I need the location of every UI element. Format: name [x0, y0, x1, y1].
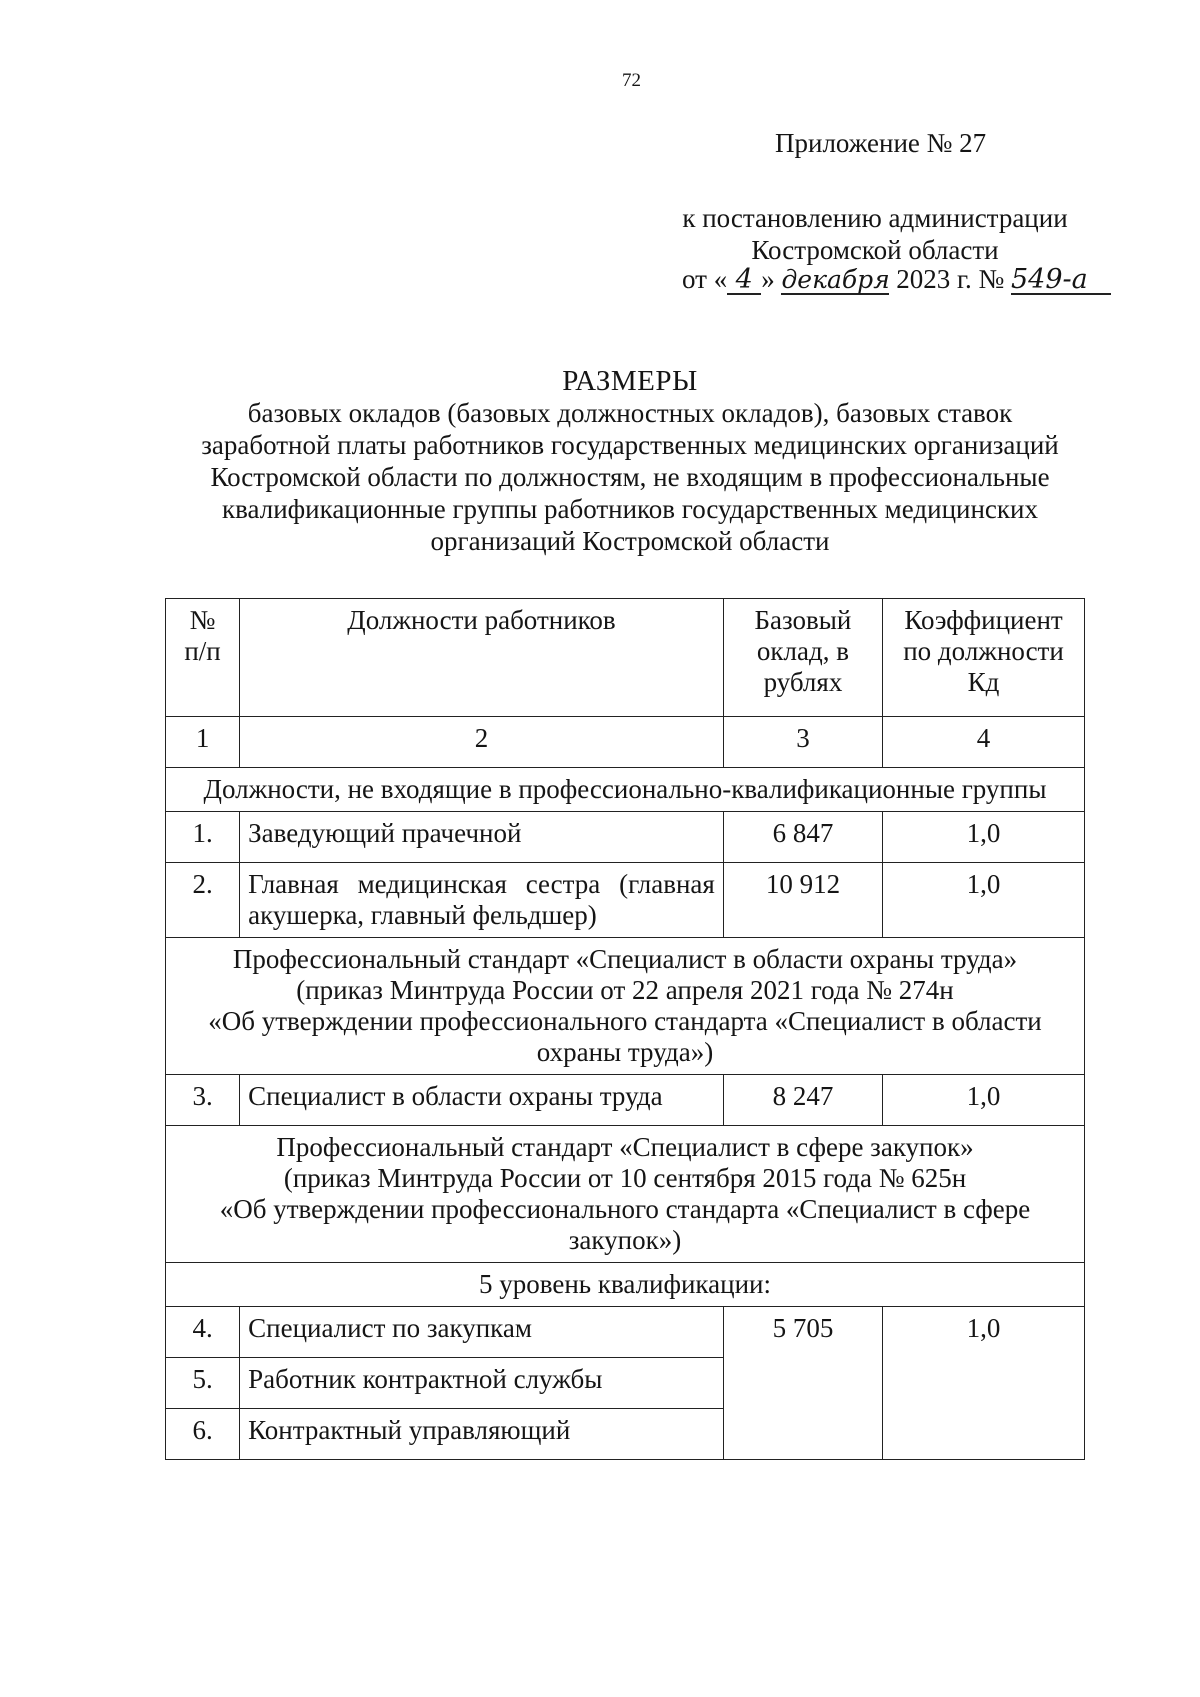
- decree-reference: [640, 202, 1110, 266]
- title-line-2: заработной платы работников государственных медицинских организаций: [201, 430, 1059, 460]
- decree-line-1: к постановлению администрации: [682, 203, 1068, 233]
- row-number: 2.: [166, 863, 240, 938]
- handwritten-month: декабря: [781, 265, 890, 294]
- table-row: [166, 863, 1085, 938]
- decree-date: [682, 264, 1111, 295]
- row-position: Главная медицинская сестра (главная акушерка, главный фельдшер): [240, 863, 724, 938]
- salary-table: [165, 598, 1085, 1460]
- section-line: «Об утверждении профессионального стандарта «Специалист в области: [208, 1006, 1042, 1036]
- subsection-row: [166, 1263, 1085, 1307]
- qualification-level: 5 уровень квалификации:: [166, 1263, 1085, 1307]
- row-number: 5.: [166, 1358, 240, 1409]
- column-number: 1: [166, 717, 240, 768]
- table-row: [166, 812, 1085, 863]
- table-row: [166, 1075, 1085, 1126]
- handwritten-day: 4: [727, 267, 761, 295]
- title-line-1: базовых окладов (базовых должностных окладов), базовых ставок: [247, 398, 1013, 428]
- section-line: Профессиональный стандарт «Специалист в сфере закупок»: [276, 1132, 974, 1162]
- handwritten-number: 549-а: [1011, 267, 1111, 295]
- table-header-row: [166, 599, 1085, 717]
- group-coefficient: 1,0: [883, 1307, 1085, 1460]
- section-title-labor-safety: [166, 938, 1085, 1075]
- row-coefficient: 1,0: [883, 863, 1085, 938]
- header-coefficient: Коэффициент по должности Кд: [883, 599, 1085, 717]
- page-number: 72: [622, 70, 641, 91]
- section-row: [166, 1126, 1085, 1263]
- group-salary: 5 705: [723, 1307, 882, 1460]
- document-title: [150, 365, 1110, 557]
- section-line: «Об утверждении профессионального стандарта «Специалист в сфере: [219, 1194, 1031, 1224]
- row-position: Специалист по закупкам: [240, 1307, 724, 1358]
- section-title-non-pkg: Должности, не входящие в профессионально-квалификационные группы: [166, 768, 1085, 812]
- date-year: 2023 г. №: [896, 264, 1005, 294]
- row-salary: 6 847: [723, 812, 882, 863]
- column-number-row: [166, 717, 1085, 768]
- header-position: Должности работников: [240, 599, 724, 717]
- section-line: (приказ Минтруда России от 22 апреля 2021 года № 274н: [296, 975, 954, 1005]
- title-line-4: квалификационные группы работников государственных медицинских: [222, 494, 1038, 524]
- section-line: охраны труда»): [536, 1037, 714, 1067]
- decree-line-2: Костромской области: [751, 235, 999, 265]
- date-mid: »: [761, 264, 775, 294]
- row-coefficient: 1,0: [883, 1075, 1085, 1126]
- row-position: Заведующий прачечной: [240, 812, 724, 863]
- row-number: 6.: [166, 1409, 240, 1460]
- title-line-3: Костромской области по должностям, не входящим в профессиональные: [210, 462, 1050, 492]
- row-salary: 8 247: [723, 1075, 882, 1126]
- row-number: 4.: [166, 1307, 240, 1358]
- title-line-5: организаций Костромской области: [430, 526, 830, 556]
- section-title-procurement: [166, 1126, 1085, 1263]
- header-salary: Базовый оклад, в рублях: [723, 599, 882, 717]
- section-line: закупок»): [568, 1225, 682, 1255]
- row-position: Работник контрактной службы: [240, 1358, 724, 1409]
- row-coefficient: 1,0: [883, 812, 1085, 863]
- header-number-abbr: п/п: [184, 636, 221, 666]
- appendix-label: Приложение № 27: [775, 128, 987, 158]
- section-row: [166, 768, 1085, 812]
- section-line: (приказ Минтруда России от 10 сентября 2015 года № 625н: [283, 1163, 967, 1193]
- section-row: [166, 938, 1085, 1075]
- row-number: 1.: [166, 812, 240, 863]
- column-number: 4: [883, 717, 1085, 768]
- title-main: РАЗМЕРЫ: [562, 365, 698, 397]
- column-number: 2: [240, 717, 724, 768]
- section-line: Профессиональный стандарт «Специалист в области охраны труда»: [232, 944, 1018, 974]
- row-position: Контрактный управляющий: [240, 1409, 724, 1460]
- header-number: [166, 599, 240, 717]
- row-number: 3.: [166, 1075, 240, 1126]
- row-position: Специалист в области охраны труда: [240, 1075, 724, 1126]
- date-prefix: от «: [682, 264, 728, 294]
- header-number-sign: №: [189, 605, 216, 635]
- table-row: [166, 1307, 1085, 1358]
- column-number: 3: [723, 717, 882, 768]
- row-salary: 10 912: [723, 863, 882, 938]
